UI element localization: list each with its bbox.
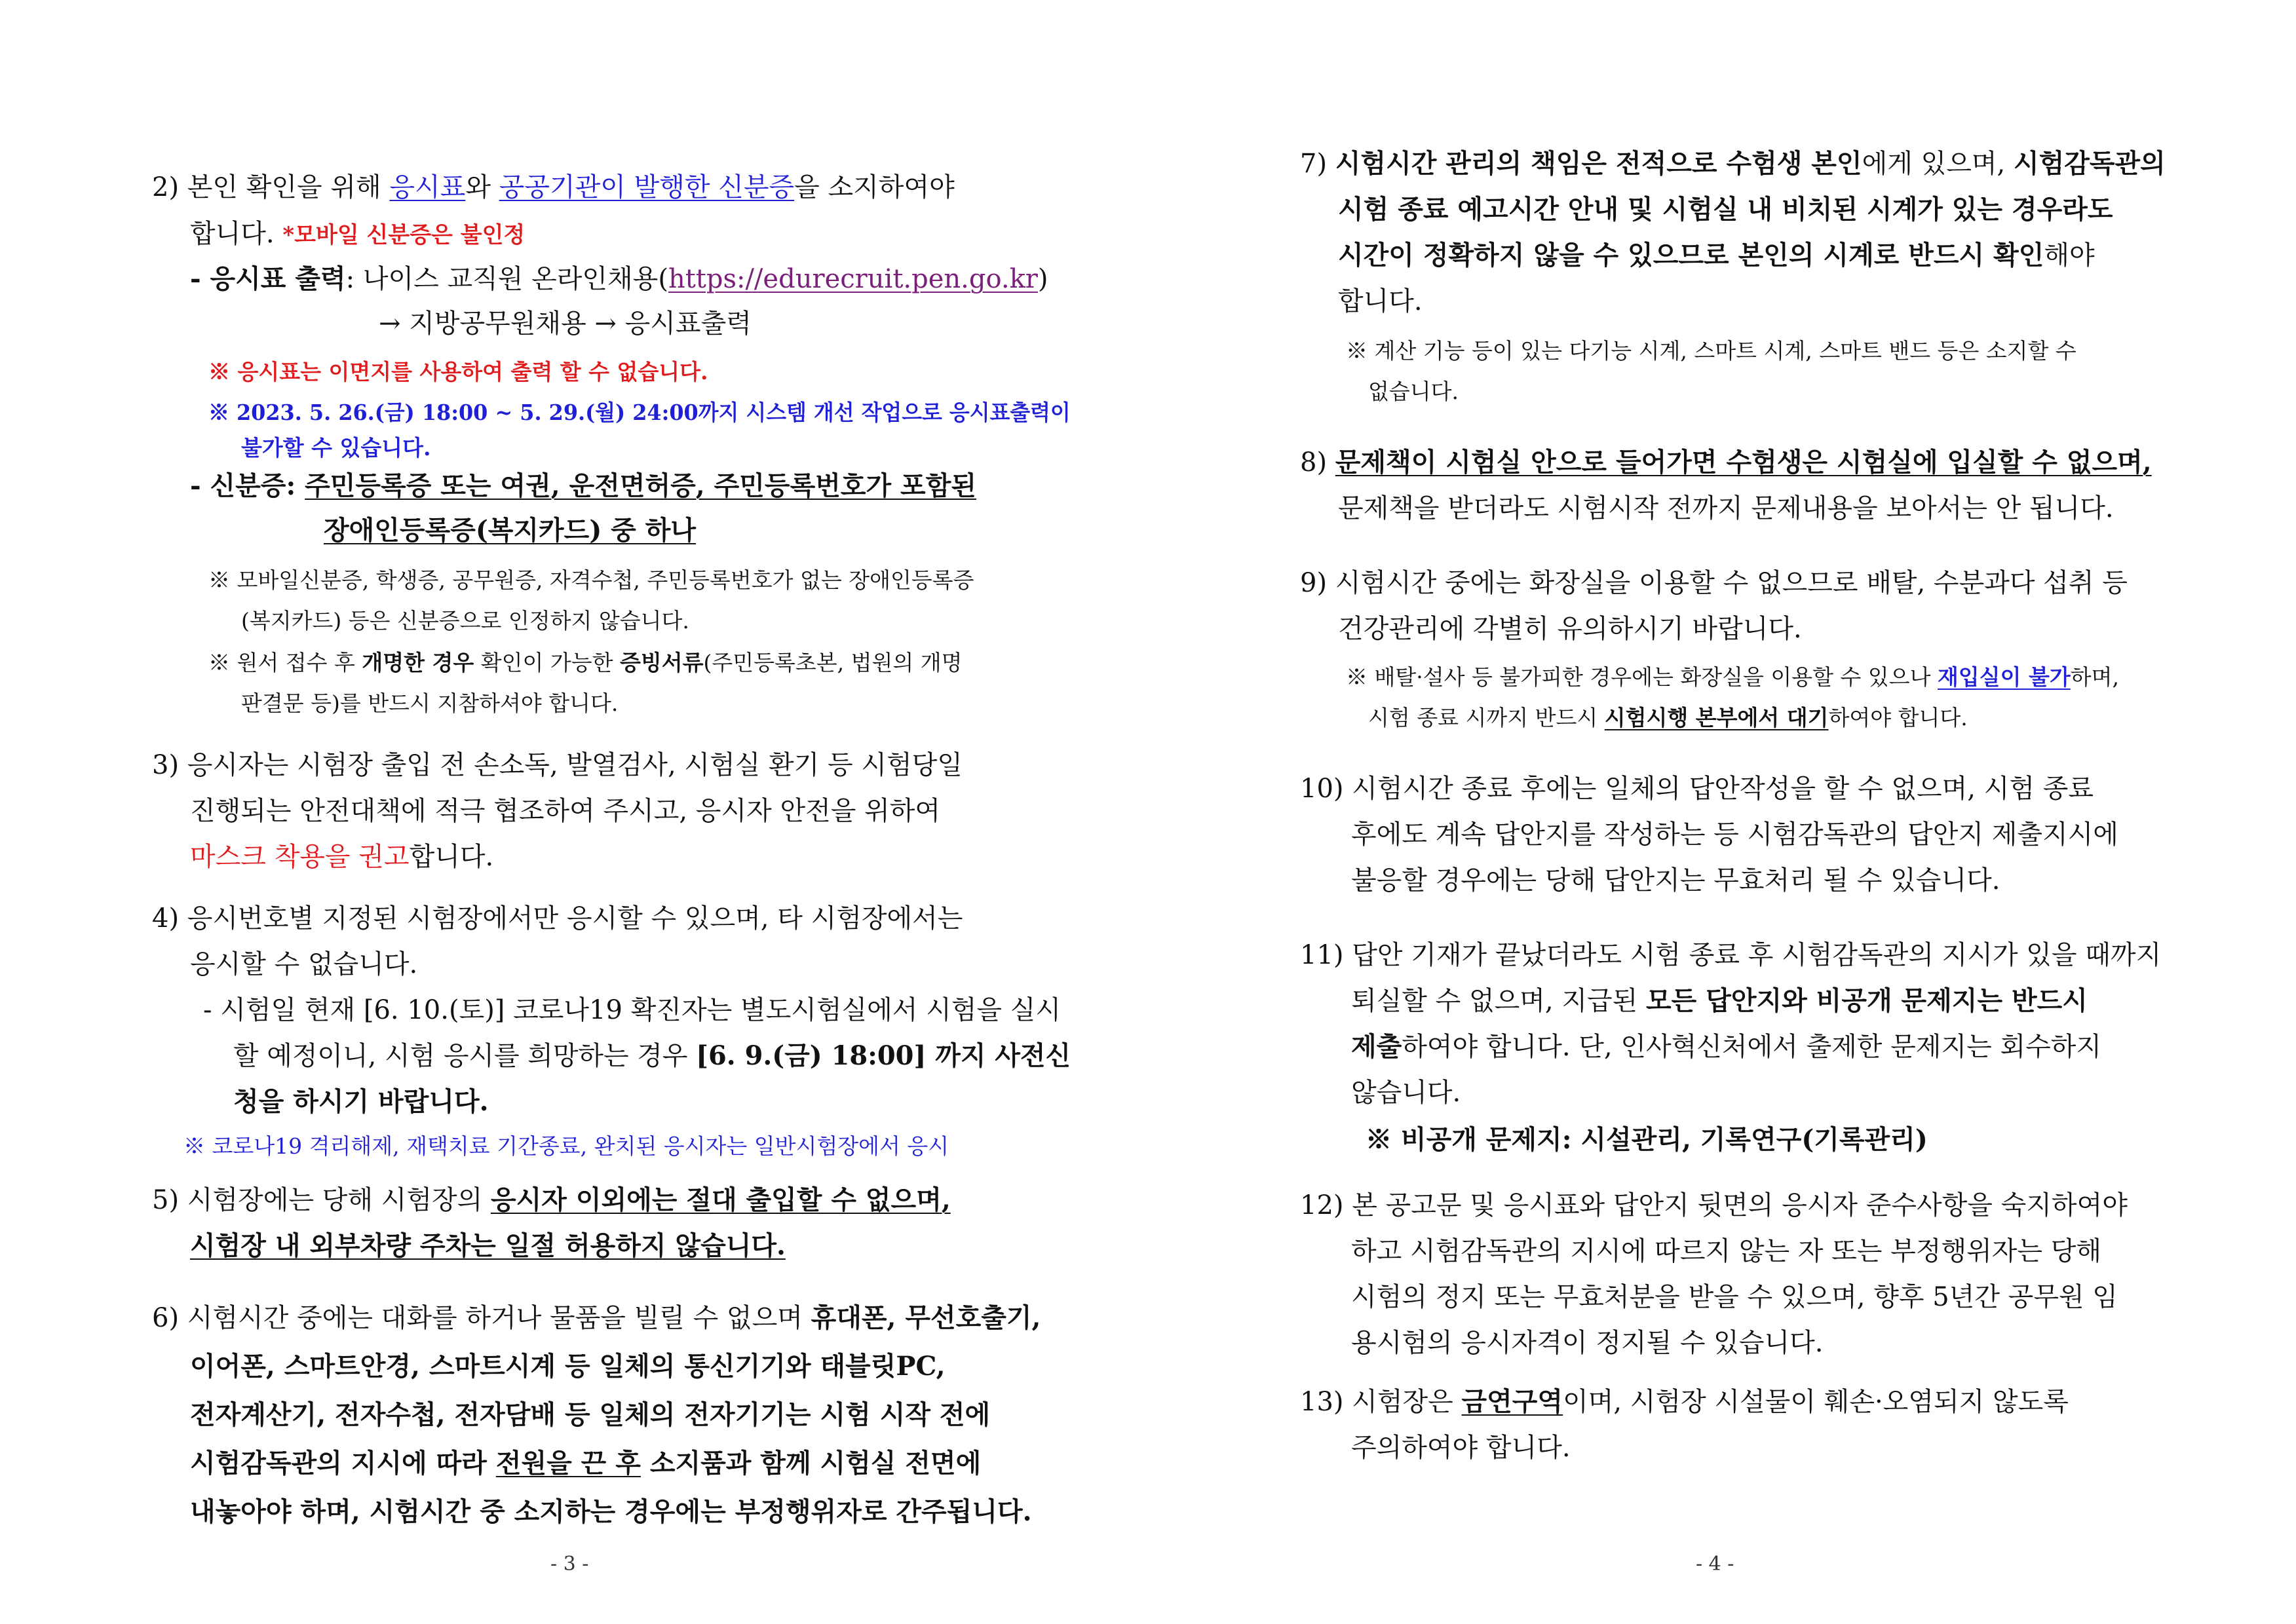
item2-note1: ※ 응시표는 이면지를 사용하여 출력 할 수 없습니다.: [208, 359, 708, 385]
item9-line1: 9) 시험시간 중에는 화장실을 이용할 수 없으므로 배탈, 수분과다 섭취 등: [1300, 568, 2128, 598]
page-right: [1148, 0, 2296, 1624]
item4-line1: 4) 응시번호별 지정된 시험장에서만 응시할 수 있으며, 타 시험장에서는: [152, 903, 963, 934]
item4-note1: ※ 코로나19 격리해제, 재택치료 기간종료, 완치된 응시자는 일반시험장에서 응시: [183, 1133, 949, 1159]
item11-line4: 않습니다.: [1351, 1078, 1461, 1108]
item12-line1: 12) 본 공고문 및 응시표와 답안지 뒷면의 응시자 준수사항을 숙지하여야: [1300, 1190, 2128, 1220]
item2-note4: ※ 원서 접수 후 개명한 경우 확인이 가능한 증빙서류(주민등록초본, 법원의 개명: [208, 650, 963, 675]
item11-note: ※ 비공개 문제지: 시설관리, 기록연구(기록관리): [1366, 1124, 1928, 1155]
item4-line4: 할 예정이니, 시험 응시를 희망하는 경우 [6. 9.(금) 18:00] 까지 사전신: [233, 1040, 1071, 1071]
recruit-site-link[interactable]: https://edurecruit.pen.go.kr: [668, 264, 1038, 294]
item7-note1b: 없습니다.: [1368, 379, 1459, 404]
item2-line3: - 응시표 출력: 나이스 교직원 온라인채용(https://edurecruit.pen.go.kr): [190, 263, 1048, 294]
item6-line4: 시험감독관의 지시에 따라 전원을 끈 후 소지품과 함께 시험실 전면에: [190, 1448, 982, 1479]
item4-line5: 청을 하시기 바랍니다.: [233, 1086, 489, 1117]
item6-line1: 6) 시험시간 중에는 대화를 하거나 물품을 빌릴 수 없으며 휴대폰, 무선호출기,: [152, 1302, 1041, 1333]
item6-line3: 전자계산기, 전자수첩, 전자담배 등 일체의 전자기기는 시험 시작 전에: [190, 1399, 991, 1430]
item10-line2: 후에도 계속 답안지를 작성하는 등 시험감독관의 답안지 제출지시에: [1351, 820, 2118, 850]
item8-line2: 문제책을 받더라도 시험시작 전까지 문제내용을 보아서는 안 됩니다.: [1338, 493, 2114, 523]
item3-line3: 마스크 착용을 권고합니다.: [190, 842, 494, 872]
item7-line1: 7) 시험시간 관리의 책임은 전적으로 수험생 본인에게 있으며, 시험감독관의: [1300, 148, 2166, 179]
item9-note1: ※ 배탈·설사 등 불가피한 경우에는 화장실을 이용할 수 있으나 재입실이 불가하며,: [1346, 664, 2119, 690]
item10-line1: 10) 시험시간 종료 후에는 일체의 답안작성을 할 수 없으며, 시험 종료: [1300, 774, 2094, 804]
item2-line1: 2) 본인 확인을 위해 응시표와 공공기관이 발행한 신분증을 소지하여야: [152, 172, 955, 202]
item7-note1a: ※ 계산 기능 등이 있는 다기능 시계, 스마트 시계, 스마트 밴드 등은 소지할 수: [1346, 338, 2076, 364]
item7-line2: 시험 종료 예고시간 안내 및 시험실 내 비치된 시계가 있는 경우라도: [1338, 194, 2113, 225]
item2-note2a: ※ 2023. 5. 26.(금) 18:00 ~ 5. 29.(월) 24:00까지 시스템 개선 작업으로 응시표출력이: [208, 400, 1071, 425]
item4-line3: - 시험일 현재 [6. 10.(토)] 코로나19 확진자는 별도시험실에서 시험을 실시: [203, 995, 1062, 1025]
item3-line1: 3) 응시자는 시험장 출입 전 손소독, 발열검사, 시험실 환기 등 시험당일: [152, 750, 963, 780]
item3-line2: 진행되는 안전대책에 적극 협조하여 주시고, 응시자 안전을 위하여: [190, 796, 940, 826]
item2-note2b: 불가할 수 있습니다.: [241, 435, 431, 461]
item9-line2: 건강관리에 각별히 유의하시기 바랍니다.: [1338, 614, 1802, 644]
item7-line3: 시간이 정확하지 않을 수 있으므로 본인의 시계로 반드시 확인해야: [1338, 240, 2095, 271]
id-card-term: 공공기관이 발행한 신분증: [499, 172, 795, 202]
item5-line2: 시험장 내 외부차량 주차는 일절 허용하지 않습니다.: [190, 1230, 786, 1261]
item12-line4: 용시험의 응시자격이 정지될 수 있습니다.: [1351, 1328, 1824, 1358]
item2-line4: → 지방공무원채용 → 응시표출력: [379, 309, 752, 339]
mobile-id-notice: *모바일 신분증은 불인정: [282, 222, 526, 248]
item2-note4b: 판결문 등)를 반드시 지참하셔야 합니다.: [241, 690, 619, 716]
item13-line1: 13) 시험장은 금연구역이며, 시험장 시설물이 훼손·오염되지 않도록: [1300, 1386, 2069, 1417]
page-number-4: - 4 -: [1696, 1553, 1734, 1576]
item4-line2: 응시할 수 없습니다.: [190, 949, 418, 979]
item6-line5: 내놓아야 하며, 시험시간 중 소지하는 경우에는 부정행위자로 간주됩니다.: [190, 1496, 1032, 1527]
item2-note3a: ※ 모바일신분증, 학생증, 공무원증, 자격수첩, 주민등록번호가 없는 장애인등록증: [208, 567, 974, 593]
mask-recommendation: 마스크 착용을 권고: [190, 842, 410, 872]
item13-line2: 주의하여야 합니다.: [1351, 1433, 1571, 1463]
item12-line3: 시험의 정지 또는 무효처분을 받을 수 있으며, 향후 5년간 공무원 임: [1351, 1282, 2118, 1312]
item11-line3: 제출하여야 합니다. 단, 인사혁신처에서 출제한 문제지는 회수하지: [1351, 1031, 2101, 1062]
item10-line3: 불응할 경우에는 당해 답안지는 무효처리 될 수 있습니다.: [1351, 865, 2000, 896]
item5-line1: 5) 시험장에는 당해 시험장의 응시자 이외에는 절대 출입할 수 없으며,: [152, 1184, 951, 1215]
item2-note3b: (복지카드) 등은 신분증으로 인정하지 않습니다.: [241, 608, 689, 633]
admission-ticket-term: 응시표: [389, 172, 466, 202]
item11-line1: 11) 답안 기재가 끝났더라도 시험 종료 후 시험감독관의 지시가 있을 때까지: [1300, 940, 2162, 970]
page-number-3: - 3 -: [550, 1553, 589, 1576]
item6-line2: 이어폰, 스마트안경, 스마트시계 등 일체의 통신기기와 태블릿PC,: [190, 1351, 946, 1382]
item7-line4: 합니다.: [1338, 286, 1423, 316]
item12-line2: 하고 시험감독관의 지시에 따르지 않는 자 또는 부정행위자는 당해: [1351, 1236, 2101, 1266]
item2-line5: - 신분증: 주민등록증 또는 여권, 운전면허증, 주민등록번호가 포함된: [190, 470, 976, 501]
item2-line6: 장애인등록증(복지카드) 중 하나: [324, 515, 697, 546]
item9-note2: 시험 종료 시까지 반드시 시험시행 본부에서 대기하여야 합니다.: [1368, 705, 1968, 730]
item2-line2: 합니다. *모바일 신분증은 불인정: [190, 219, 526, 249]
item11-line2: 퇴실할 수 없으며, 지급된 모든 답안지와 비공개 문제지는 반드시: [1351, 985, 2088, 1016]
item8-line1: 8) 문제책이 시험실 안으로 들어가면 수험생은 시험실에 입실할 수 없으며,: [1300, 447, 2152, 478]
